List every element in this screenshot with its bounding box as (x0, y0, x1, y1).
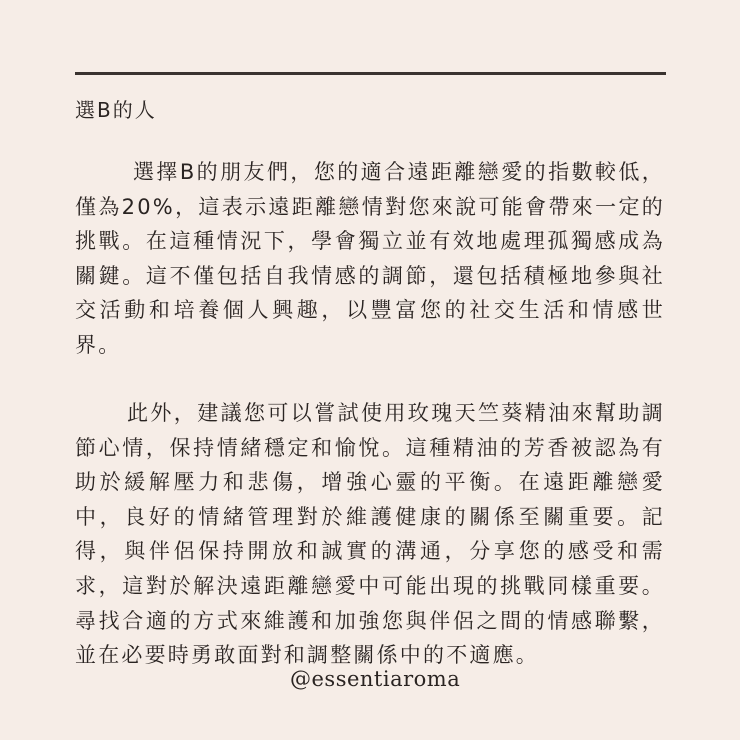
paragraph-1: 選擇B的朋友們，您的適合遠距離戀愛的指數較低，僅為20%，這表示遠距離戀情對您來說可能會帶來一定的挑戰。在這種情況下，學會獨立並有效地處理孤獨感成為關鍵。這不僅包括自我情感的調節，還包括積極地參與社交活動和培養個人興趣，以豐富您的社交生活和情感世界。 (75, 160, 665, 357)
section-heading: 選B的人 (75, 98, 157, 122)
paragraph-2: 此外，建議您可以嘗試使用玫瑰天竺葵精油來幫助調節心情，保持情緒穩定和愉悅。這種精油的芳香被認為有助於緩解壓力和悲傷，增強心靈的平衡。在遠距離戀愛中，良好的情緒管理對於維護健康的關係至關重要。記得，與伴侶保持開放和誠實的溝通，分享您的感受和需求，這對於解決遠距離戀愛中可能出現的挑戰同樣重要。尋找合適的方式來維護和加強您與伴侶之間的情感聯繫，並在必要時勇敢面對和調整關係中的不適應。 (75, 401, 665, 668)
social-handle: @essentiaroma (290, 667, 461, 691)
top-divider (75, 72, 666, 75)
